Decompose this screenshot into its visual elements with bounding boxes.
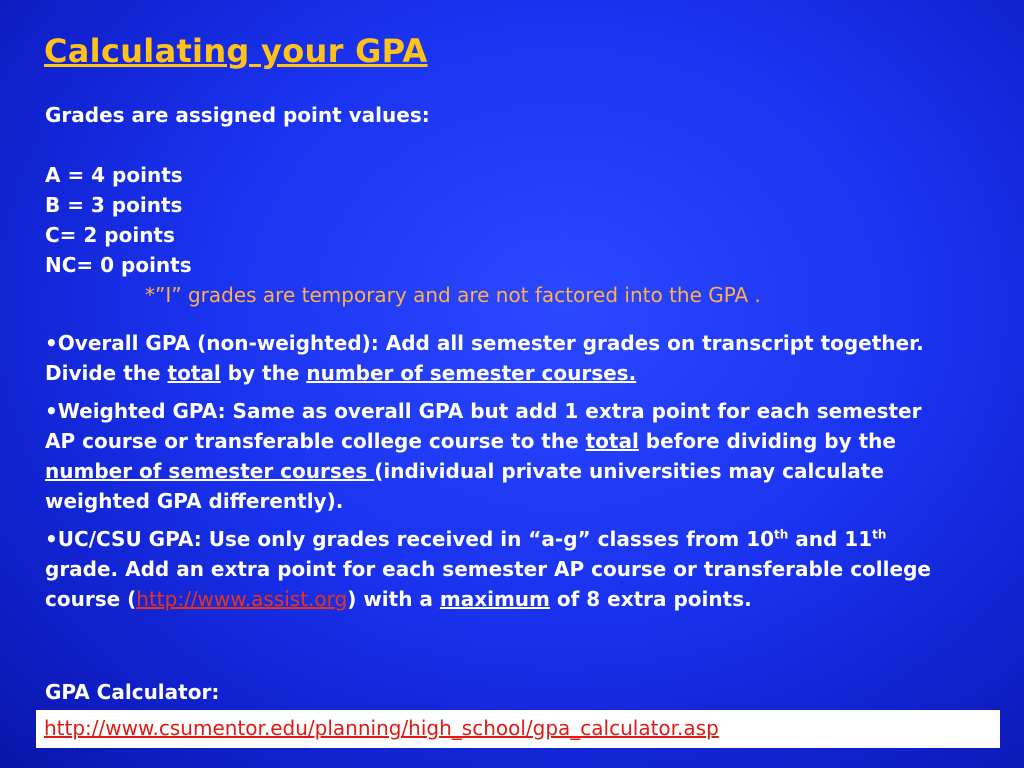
- gpa-calculator-label: GPA Calculator:: [45, 680, 220, 704]
- gpa-calculator-link[interactable]: http://www.csumentor.edu/planning/high_school/gpa_calculator.asp: [44, 716, 719, 740]
- uc-text-2: and 11: [788, 527, 873, 551]
- incomplete-note: *”I” grades are temporary and are not factored into the GPA .: [145, 283, 761, 307]
- weighted-courses: number of semester courses: [45, 459, 375, 483]
- grade-a: A = 4 points: [45, 163, 183, 187]
- uc-text-4: ) with a: [347, 587, 440, 611]
- assist-link[interactable]: http://www.assist.org: [136, 587, 348, 611]
- weighted-total: total: [585, 429, 639, 453]
- slide-content: [45, 100, 945, 614]
- overall-courses: number of semester courses.: [306, 361, 637, 385]
- intro-text: Grades are assigned point values:: [45, 103, 430, 127]
- overall-text: •Overall GPA (non-weighted): Add all semester grades on transcript together. Divide the: [45, 331, 924, 385]
- uc-csu-gpa-bullet: [45, 524, 945, 614]
- uc-sup-1: th: [774, 527, 789, 542]
- weighted-suffix: (individual private universities may calculate weighted GPA differently).: [45, 459, 884, 513]
- overall-total: total: [167, 361, 221, 385]
- uc-text-3: grade. Add an extra point for each semester AP course or transferable college course (: [45, 557, 931, 611]
- weighted-mid: before dividing by the: [638, 429, 896, 453]
- weighted-gpa-bullet: [45, 396, 945, 516]
- grade-c: C= 2 points: [45, 223, 175, 247]
- weighted-text: •Weighted GPA: Same as overall GPA but add 1 extra point for each semester AP course or transferable college course to the: [45, 399, 922, 453]
- uc-sup-2: th: [872, 527, 887, 542]
- gpa-calculator-box: [36, 710, 1000, 748]
- uc-maximum: maximum: [439, 587, 550, 611]
- slide-title: Calculating your GPA: [44, 32, 428, 70]
- grade-b: B = 3 points: [45, 193, 183, 217]
- overall-mid: by the: [220, 361, 307, 385]
- grade-nc: NC= 0 points: [45, 253, 192, 277]
- uc-text-5: of 8 extra points.: [549, 587, 752, 611]
- uc-text-1: •UC/CSU GPA: Use only grades received in “a-g” classes from 10: [45, 527, 775, 551]
- overall-gpa-bullet: [45, 328, 945, 388]
